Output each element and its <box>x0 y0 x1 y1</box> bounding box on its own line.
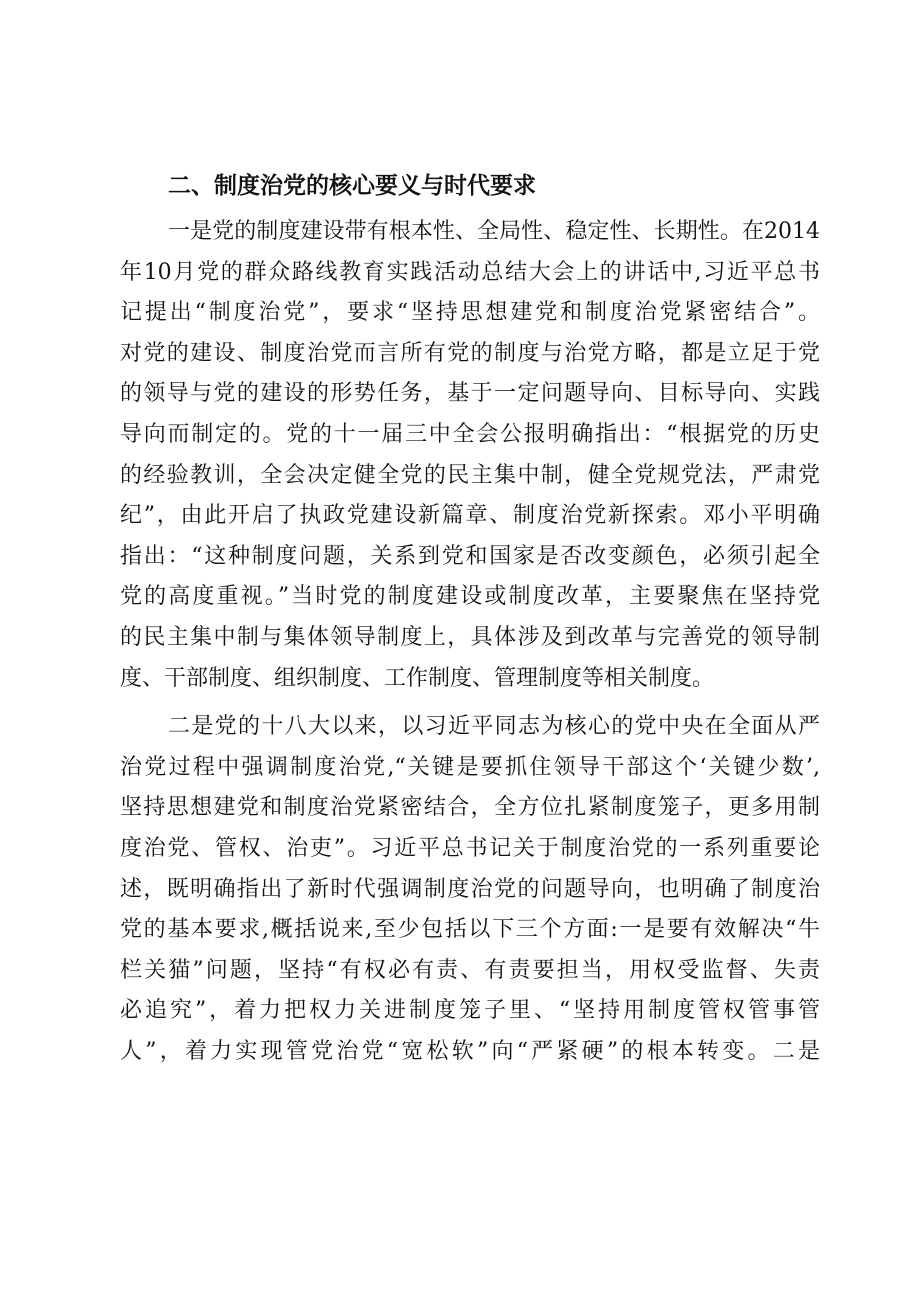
paragraph-line: 二是党的十八大以来，以习近平同志为核心的党中央在全面从严 <box>168 714 820 740</box>
paragraph-line: 度、干部制度、组织制度、工作制度、管理制度等相关制度。 <box>120 665 715 691</box>
paragraph-line: 的领导与党的建设的形势任务，基于一定问题导向、目标导向、实践 <box>120 381 820 407</box>
paragraph-line: 纪”，由此开启了执政党建设新篇章、制度治党新探索。邓小平明确 <box>120 503 820 529</box>
paragraph-line: 治党过程中强调制度治党,“关键是要抓住领导干部这个‘关键少数’, <box>120 754 820 780</box>
paragraph-line: 一是党的制度建设带有根本性、全局性、稳定性、长期性。在2014 <box>168 219 820 244</box>
paragraph-line: 坚持思想建党和制度治党紧密结合，全方位扎紧制度笼子，更多用制 <box>120 795 820 821</box>
section-heading: 二、制度治党的核心要义与时代要求 <box>168 173 536 199</box>
paragraph-line: 栏关猫”问题，坚持“有权必有责、有责要担当，用权受监督、失责 <box>120 957 820 983</box>
paragraph-line: 必追究”，着力把权力关进制度笼子里、“坚持用制度管权管事管 <box>120 998 820 1024</box>
paragraph-line: 的经验教训，全会决定健全党的民主集中制，健全党规党法，严肃党 <box>120 462 820 488</box>
paragraph-line: 党的高度重视。”当时党的制度建设或制度改革，主要聚焦在坚持党 <box>120 584 820 610</box>
paragraph-line: 党的基本要求,概括说来,至少包括以下三个方面:一是要有效解决“牛 <box>120 917 820 943</box>
paragraph-2 <box>120 707 820 1072</box>
paragraph-line: 度治党、管权、治吏”。习近平总书记关于制度治党的一系列重要论 <box>120 835 820 861</box>
paragraph-gap <box>120 699 820 707</box>
paragraph-line: 导向而制定的。党的十一届三中全会公报明确指出：“根据党的历史 <box>120 421 820 447</box>
paragraph-line: 记提出“制度治党”，要求“坚持思想建党和制度治党紧密结合”。 <box>120 300 820 326</box>
paragraph-line: 的民主集中制与集体领导制度上，具体涉及到改革与完善党的领导制 <box>120 624 820 650</box>
paragraph-line: 对党的建设、制度治党而言所有党的制度与治党方略，都是立足于党 <box>120 340 820 366</box>
paragraph-line: 述，既明确指出了新时代强调制度治党的问题导向，也明确了制度治 <box>120 876 820 902</box>
paragraph-line: 指出：“这种制度问题，关系到党和国家是否改变颜色，必须引起全 <box>120 543 820 569</box>
body-text <box>120 212 820 1072</box>
paragraph-line: 年10月党的群众路线教育实践活动总结大会上的讲话中,习近平总书 <box>120 259 820 285</box>
paragraph-line: 人”，着力实现管党治党“宽松软”向“严紧硬”的根本转变。二是 <box>120 1038 820 1064</box>
paragraph-1 <box>120 212 820 699</box>
